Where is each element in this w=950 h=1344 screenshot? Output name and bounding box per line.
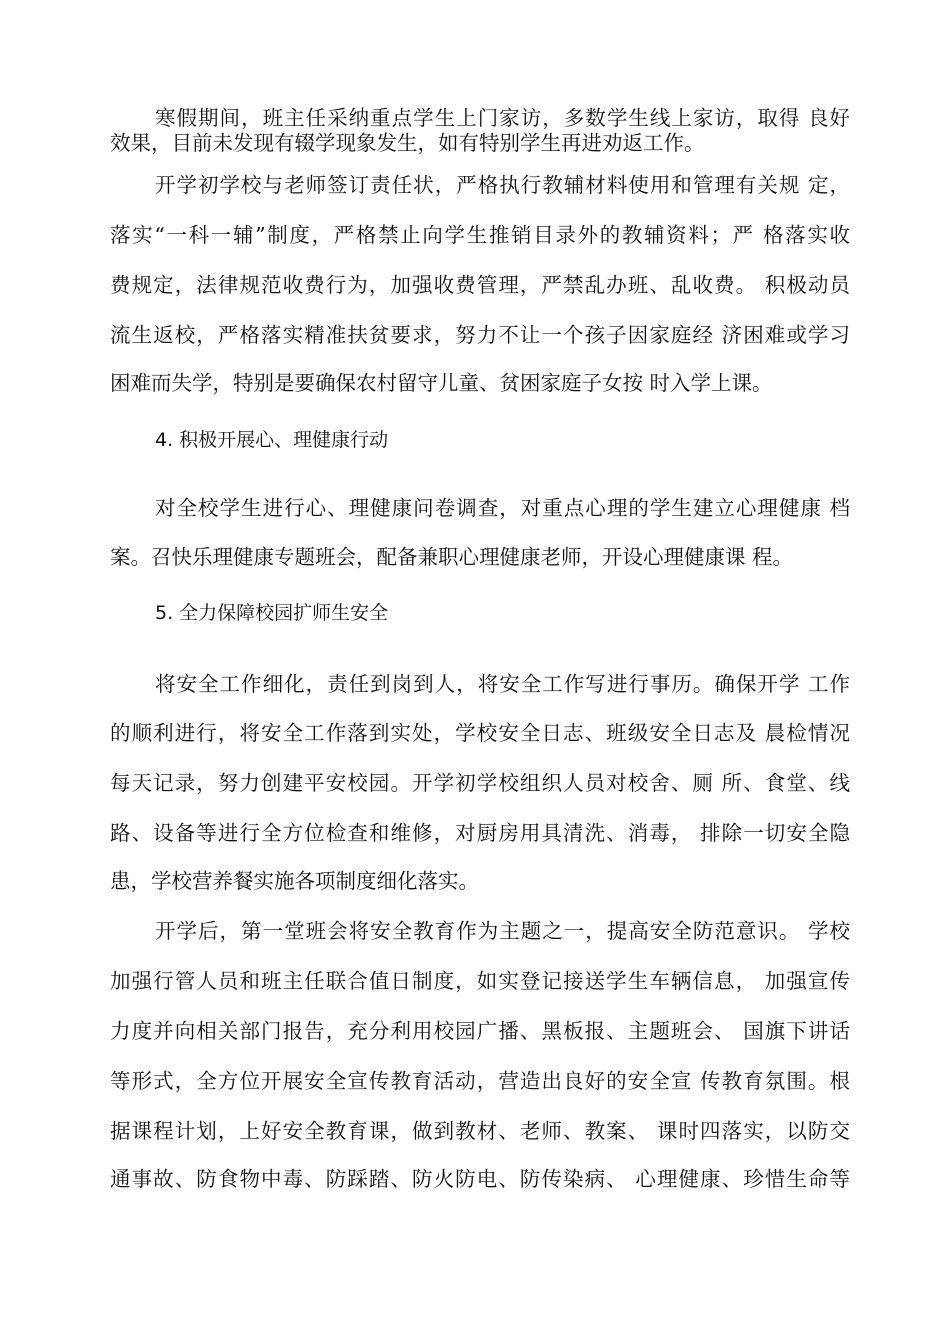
paragraph-4-line-5: 患，学校营养餐实施各项制度细化落实。 xyxy=(110,869,479,893)
paragraph-1-line-1: 寒假期间，班主任采纳重点学生上门家访，多数学生线上家访，取得 良好 xyxy=(155,106,850,130)
paragraph-3-line-2: 案。召快乐理健康专题班会，配备兼职心理健康老师，开设心理健康课 程。 xyxy=(110,545,794,569)
paragraph-2-line-1: 开学初学校与老师签订责任状，严格执行教辅材料使用和管理有关规 定， xyxy=(155,173,850,197)
paragraph-5-line-4: 等形式，全方位开展安全宣传教育活动，营造出良好的安全宣 传教育氛围。根 xyxy=(110,1069,850,1093)
paragraph-5-line-3: 力度并向相关部门报告，充分利用校园广播、黑板报、主题班会、 国旗下讲话 xyxy=(110,1019,850,1043)
paragraph-2-line-4: 流生返校，严格落实精准扶贫要求，努力不让一个孩子因家庭经 济困难或学习 xyxy=(110,323,850,347)
paragraph-2-line-2: 落实“一科一辅”制度，严格禁止向学生推销目录外的教辅资料；严 格落实收 xyxy=(110,223,850,247)
paragraph-5-line-6: 通事故、防食物中毒、防踩踏、防火防电、防传染病、 心理健康、珍惜生命等 xyxy=(110,1167,850,1191)
paragraph-4-line-2: 的顺利进行，将安全工作落到实处，学校安全日志、班级安全日志及 晨检情况 xyxy=(110,721,850,745)
paragraph-3-line-1: 对全校学生进行心、理健康问卷调查，对重点心理的学生建立心理健康 档 xyxy=(155,496,850,520)
paragraph-5-line-5: 据课程计划，上好安全教育课，做到教材、老师、教案、 课时四落实，以防交 xyxy=(110,1119,850,1143)
paragraph-5-line-2: 加强行管人员和班主任联合值日制度，如实登记接送学生车辆信息， 加强宣传 xyxy=(110,969,850,993)
paragraph-1-line-2: 效果，目前未发现有辍学现象发生，如有特别学生再进劝返工作。 xyxy=(110,131,705,155)
paragraph-4-line-3: 每天记录，努力创建平安校园。开学初学校组织人员对校舍、厕 所、食堂、线 xyxy=(110,771,850,795)
paragraph-4-line-4: 路、设备等进行全方位检查和维修，对厨房用具清洗、消毒， 排除一切安全隐 xyxy=(110,821,850,845)
section-heading-5: 5. 全力保障校园扩师生安全 xyxy=(155,602,389,624)
section-heading-4: 4. 积极开展心、理健康行动 xyxy=(155,429,389,451)
paragraph-4-line-1: 将安全工作细化，责任到岗到人，将安全工作写进行事历。确保开学 工作 xyxy=(155,672,850,696)
paragraph-2-line-3: 费规定，法律规范收费行为，加强收费管理，严禁乱办班、乱收费。 积极动员 xyxy=(110,273,850,297)
paragraph-2-line-5: 困难而失学，特别是要确保农村留守儿童、贫困家庭子女按 时入学上课。 xyxy=(110,371,773,395)
paragraph-5-line-1: 开学后，第一堂班会将安全教育作为主题之一，提高安全防范意识。 学校 xyxy=(155,919,850,943)
